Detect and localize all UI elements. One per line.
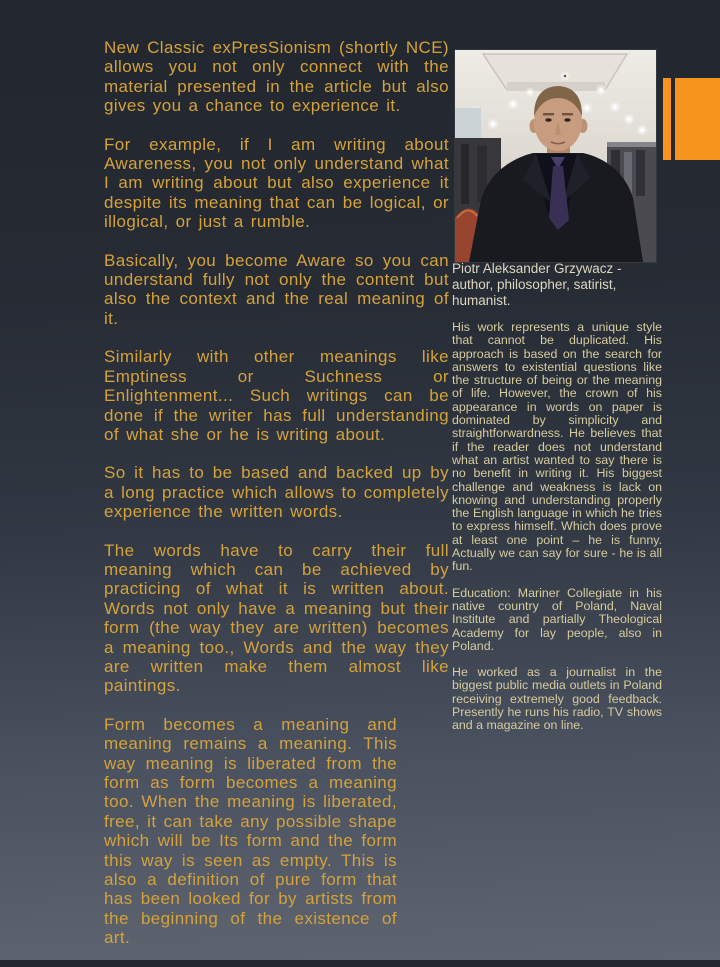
text-wrap-spacer <box>397 793 449 943</box>
paragraph: The words have to carry their full meaning which can be achieved by practicing of what it is written about. Words not only have a meaning but their form (the way they are written) becomes a meaning too., Words and the way they are written make them almost like paintings. <box>104 540 449 696</box>
accent-bar-narrow <box>663 78 671 160</box>
paragraph: Basically, you become Aware so you can understand fully not only the content but also the context and the real meaning of it. <box>104 250 449 328</box>
paragraph: For example, if I am writing about Awareness, you not only understand what I am writing about but also experience it despite its meaning that can be logical, or illogical, or just a rumble. <box>104 134 449 232</box>
paragraph: So it has to be based and backed up by a long practice which allows to completely experience the written words. <box>104 463 449 522</box>
bio-paragraph: His work represents a unique style that cannot be duplicated. His approach is based on the search for answers to existential questions like the structure of being or the meaning of life. However, the crown of his appearance in words on paper is dominated by simplicity and straightforwardness. He believes that if the reader does not understand what an artist wanted to say there is no benefit in writing it. His biggest challenge and weakness is lack on knowing and understanding properly the English language in which he tries to express himself. Which does prove at least one point – he is funny. Actually we can say for sure - he is all fun. <box>452 320 662 574</box>
paragraph <box>104 715 449 948</box>
paragraph: New Classic exPresSionism (shortly NCE) allows you not only connect with the material presented in the article but also gives you a chance to experience it. <box>104 38 449 116</box>
education-paragraph: Education: Mariner Collegiate in his native country of Poland, Naval Institute and partially Theological Academy for lay people, also in Poland. <box>452 585 662 653</box>
portrait-photo <box>455 50 656 262</box>
portrait-photo-illustration <box>455 50 656 262</box>
paragraph-text: Form becomes a meaning and meaning remains a meaning. This way meaning is liberated from the form as form becomes a meaning too. When the meaning is liberated, free, it can take any possible shape which will be Its form and the form this way is seen as empty. This is also a definition of pure form that has been looked for by artists from the beginning of the existence of art. <box>104 714 397 948</box>
left-text-column <box>104 38 449 967</box>
photo-caption: Piotr Aleksander Grzywacz - author, philosopher, satirist, humanist. <box>452 261 622 308</box>
right-text-column <box>452 321 662 746</box>
paragraph: Similarly with other meanings like Emptiness or Suchness or Enlightenment... Such writings can be done if the writer has full understanding of what she or he is writing about. <box>104 347 449 444</box>
accent-bar-wide <box>675 78 720 160</box>
career-paragraph: He worked as a journalist in the biggest public media outlets in Poland receiving extremely good feedback. Presently he runs his radio, TV shows and a magazine on line. <box>452 665 662 733</box>
